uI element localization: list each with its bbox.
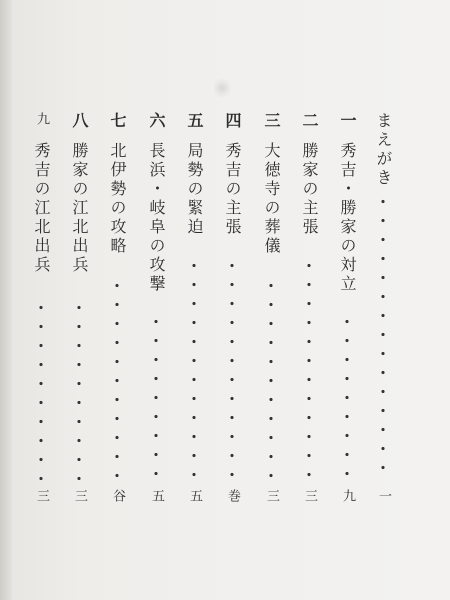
toc-entry-3 [258,112,284,502]
toc-leader-dots [230,256,234,480]
toc-entry-page: 五 [149,489,164,502]
toc-entry-page: 三 [302,489,317,502]
toc-leader-dots [77,298,81,480]
toc-entry-number: 六 [147,112,166,131]
toc-entry-number: 五 [185,112,204,131]
toc-leader-dots [154,312,158,480]
toc-entry-title: 大徳寺の葬儀 [262,142,281,256]
toc-entry-number: 三 [262,112,281,131]
toc-entry-page: 五 [187,489,202,502]
toc-entry-page: 巻 [225,489,240,502]
toc-entry-number: 九 [34,112,49,128]
toc-entry-title: 長浜・岐阜の攻撃 [147,142,166,294]
toc-entry-number: 八 [70,112,89,131]
toc-entry-8 [66,112,92,502]
toc-entry-number: 一 [338,112,357,131]
toc-entry-title: まえがき [374,112,393,188]
toc-entry-preface [370,112,396,502]
toc-entry-page: 一 [376,489,391,502]
toc-entry-page: 三 [72,489,87,502]
toc-entry-page: 谷 [110,489,125,502]
toc-leader-dots [192,256,196,480]
toc-leader-dots [345,312,349,480]
toc-entry-1 [334,112,360,502]
toc-entry-6 [143,112,169,502]
toc-entry-title: 北伊勢の攻略 [108,142,127,256]
toc-leader-dots [307,256,311,480]
ink-bleed-mark [214,78,230,98]
toc-entry-title: 局勢の緊迫 [185,142,204,237]
table-of-contents [0,112,450,502]
toc-entry-title: 秀吉の江北出兵 [32,142,51,275]
toc-entry-page: 三 [34,489,49,502]
toc-entry-5 [181,112,207,502]
toc-entry-4 [219,112,245,502]
toc-entry-title: 秀吉の主張 [223,142,242,237]
toc-entry-2 [296,112,322,502]
toc-leader-dots [269,276,273,480]
toc-entry-number: 四 [223,112,242,131]
toc-entry-page: 三 [264,489,279,502]
toc-leader-dots [115,276,119,480]
toc-entry-number: 七 [108,112,127,131]
toc-entry-title: 勝家の江北出兵 [70,142,89,275]
toc-entry-9 [28,112,54,502]
toc-leader-dots [381,192,385,480]
toc-entry-title: 勝家の主張 [300,142,319,237]
toc-entry-number: 二 [300,112,319,131]
toc-entry-page: 九 [340,489,355,502]
toc-entry-title: 秀吉・勝家の対立 [338,142,357,294]
toc-entry-7 [104,112,130,502]
toc-leader-dots [39,298,43,480]
